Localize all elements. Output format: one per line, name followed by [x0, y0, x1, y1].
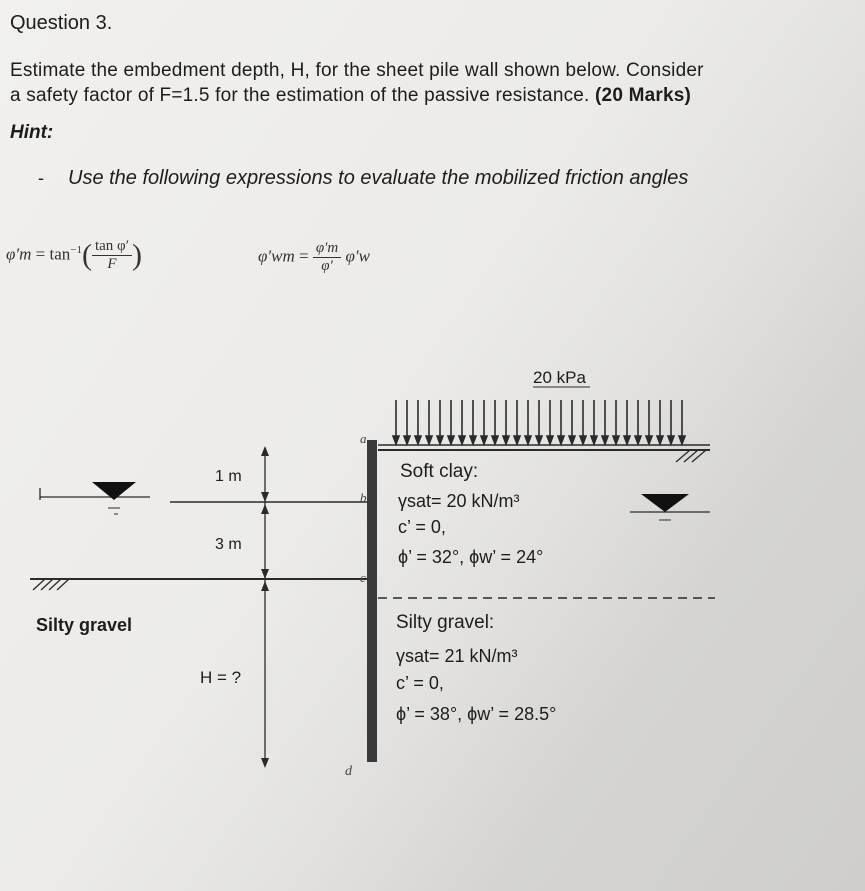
- question-text-line1: Estimate the embedment depth, H, for the sheet pile wall shown below. Consider: [10, 60, 704, 81]
- surcharge-arrowhead: [404, 436, 410, 444]
- surcharge-arrowhead: [415, 436, 421, 444]
- dredge-hatch-left: [33, 579, 69, 590]
- surcharge-arrowhead: [437, 436, 443, 444]
- question-marks: (20 Marks): [595, 85, 692, 106]
- surcharge-arrowhead: [448, 436, 454, 444]
- soft-clay-cohesion: c’ = 0,: [398, 517, 446, 537]
- point-d: d: [345, 764, 352, 779]
- surcharge-arrowhead: [635, 436, 641, 444]
- surcharge-arrowhead: [547, 436, 553, 444]
- surcharge-arrowhead: [558, 436, 564, 444]
- formula1-lhs: φ′m: [6, 244, 32, 264]
- formula1-num: tan φ′: [92, 238, 132, 256]
- silty-gravel-title: Silty gravel:: [396, 612, 495, 633]
- surcharge-arrowhead: [426, 436, 432, 444]
- formula2-tail: φ′w: [345, 246, 370, 266]
- hint-bullet-dash: -: [38, 168, 44, 188]
- formula-mobilized-friction: $\varphi'm = \tan^{-1}$( $\frac{\text{tan φ′}}{F}$ ): [6, 238, 142, 272]
- surcharge-arrowhead: [481, 436, 487, 444]
- soft-clay-title: Soft clay:: [400, 461, 479, 482]
- formula2-den: φ′: [321, 258, 333, 274]
- surcharge-arrowhead: [679, 436, 685, 444]
- silty-gravel-friction: ϕ’ = 38°, ϕw’ = 28.5°: [396, 704, 557, 724]
- point-a: a: [360, 431, 367, 446]
- surcharge-arrowhead: [613, 436, 619, 444]
- point-c: c: [360, 570, 366, 585]
- surcharge-arrowhead: [459, 436, 465, 444]
- formula2-eq: =: [299, 246, 309, 266]
- formula1-exp: −1: [70, 243, 82, 256]
- formula1-den: F: [107, 256, 117, 272]
- surcharge-arrowhead: [668, 436, 674, 444]
- soft-clay-friction: ϕ’ = 32°, ϕw’ = 24°: [398, 547, 544, 567]
- dim-label-1m: 1 m: [215, 468, 242, 485]
- surcharge-arrowhead: [569, 436, 575, 444]
- surcharge-arrowhead: [591, 436, 597, 444]
- surcharge-label: 20 kPa: [533, 368, 586, 387]
- surcharge-arrowhead: [503, 436, 509, 444]
- surcharge-arrowhead: [536, 436, 542, 444]
- surcharge-arrowhead: [470, 436, 476, 444]
- silty-gravel-left-label: Silty gravel: [36, 615, 133, 635]
- water-table-right-symbol: [641, 494, 689, 512]
- surcharge-arrowhead: [657, 436, 663, 444]
- surcharge-arrows: [393, 400, 685, 444]
- surcharge-arrowhead: [525, 436, 531, 444]
- surcharge-arrowhead: [514, 436, 520, 444]
- silty-gravel-gamma: γsat= 21 kN/m³: [396, 646, 518, 666]
- dim-label-h: H = ?: [200, 668, 242, 687]
- surcharge-arrowhead: [492, 436, 498, 444]
- surcharge-arrowhead: [580, 436, 586, 444]
- surcharge-arrowhead: [646, 436, 652, 444]
- dim-label-3m: 3 m: [215, 536, 242, 553]
- question-number: Question 3.: [10, 12, 113, 34]
- formula2-num: φ′m: [313, 240, 341, 258]
- formula1-eq: = tan: [35, 244, 71, 264]
- silty-gravel-cohesion: c’ = 0,: [396, 673, 444, 693]
- ground-hatch-right: [676, 450, 706, 462]
- question-text-line2-body: a safety factor of F=1.5 for the estimation of the passive resistance.: [10, 85, 590, 106]
- surcharge-arrowhead: [602, 436, 608, 444]
- soft-clay-gamma: γsat= 20 kN/m³: [398, 491, 520, 511]
- hint-text: Use the following expressions to evaluate the mobilized friction angles: [68, 167, 689, 189]
- surcharge-arrowhead: [624, 436, 630, 444]
- hint-label: Hint:: [10, 122, 54, 143]
- surcharge-arrowhead: [393, 436, 399, 444]
- sheet-pile-wall: [367, 440, 377, 762]
- point-b: b: [360, 490, 367, 505]
- formula2-lhs: φ′wm: [258, 246, 295, 266]
